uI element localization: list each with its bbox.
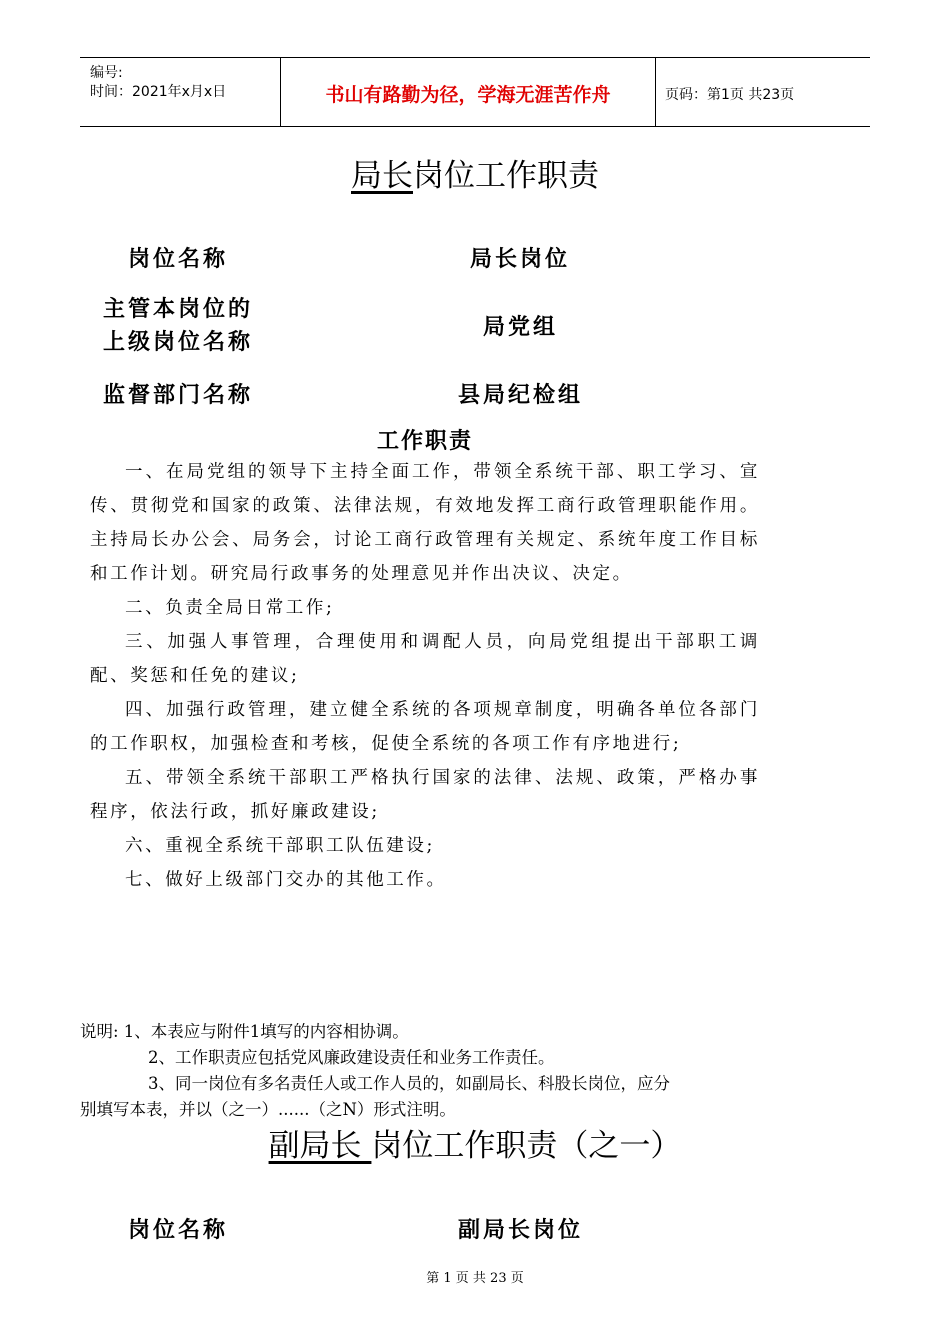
duty-item: 五、带领全系统干部职工严格执行国家的法律、法规、政策，严格办事程序，依法行政，抓好廉政建设; bbox=[90, 768, 760, 822]
section1-title-rest: 岗位工作职责 bbox=[413, 158, 599, 194]
field-oversight-label: 监督部门名称 bbox=[103, 382, 254, 408]
notes-block bbox=[80, 1019, 870, 1123]
document-number-label: 编号: bbox=[90, 65, 123, 81]
duty-item: 三、加强人事管理，合理使用和调配人员，向局党组提出干部职工调配、奖惩和任免的建议; bbox=[90, 632, 760, 686]
field-oversight-value: 县局纪检组 bbox=[458, 382, 584, 408]
section2-title-underlined: 副局长 bbox=[268, 1128, 372, 1164]
document-time-label: 时间：2021年x月x日 bbox=[90, 84, 227, 100]
field-supervisor-value: 局党组 bbox=[483, 314, 559, 340]
section1-title-underlined: 局长 bbox=[351, 158, 413, 194]
note-line: 2、工作职责应包括党风廉政建设责任和业务工作责任。 bbox=[148, 1048, 555, 1067]
duty-item: 七、做好上级部门交办的其他工作。 bbox=[125, 870, 447, 890]
header-motto-cell bbox=[280, 58, 656, 126]
section2-field-value: 副局长岗位 bbox=[458, 1217, 584, 1243]
page-footer: 第 1 页 共 23 页 bbox=[426, 1271, 524, 1286]
field-position-name-value: 局长岗位 bbox=[470, 246, 571, 272]
note-line: 3、同一岗位有多名责任人或工作人员的，如副局长、科股长岗位，应分 bbox=[148, 1074, 670, 1093]
duty-item: 二、负责全局日常工作; bbox=[125, 598, 335, 618]
note-line: 说明: 1、本表应与附件1填写的内容相协调。 bbox=[80, 1022, 409, 1041]
field-position-name-label: 岗位名称 bbox=[128, 246, 229, 272]
motto-text: 书山有路勤为径，学海无涯苦作舟 bbox=[325, 84, 611, 106]
duties-list bbox=[90, 455, 760, 897]
section2-title bbox=[0, 1120, 950, 1165]
duty-item: 六、重视全系统干部职工队伍建设; bbox=[125, 836, 435, 856]
duty-item: 四、加强行政管理，建立健全系统的各项规章制度，明确各单位各部门的工作职权，加强检查和考核，促使全系统的各项工作有序地进行; bbox=[90, 700, 760, 754]
section1-title bbox=[0, 150, 950, 195]
duty-item: 一、在局党组的领导下主持全面工作，带领全系统干部、职工学习、宣传、贯彻党和国家的政策、法律法规，有效地发挥工商行政管理职能作用。主持局长办公会、局务会，讨论工商行政管理有关规定、系统年度工作目标和工作计划。研究局行政事务的处理意见并作出决议、决定。 bbox=[90, 462, 760, 584]
field-supervisor-label-line1: 主管本岗位的 bbox=[103, 296, 254, 322]
page-header bbox=[80, 57, 870, 127]
header-page-cell bbox=[655, 58, 870, 126]
note-line: 别填写本表，并以（之一）......（之N）形式注明。 bbox=[80, 1100, 456, 1119]
page-info: 页码：第1页 共23页 bbox=[665, 87, 795, 103]
duties-heading: 工作职责 bbox=[376, 428, 473, 454]
field-supervisor-label-line2: 上级岗位名称 bbox=[103, 329, 254, 355]
header-info-cell bbox=[80, 58, 280, 126]
section2-field-label: 岗位名称 bbox=[128, 1217, 229, 1243]
section2-title-rest: 岗位工作职责（之一） bbox=[371, 1128, 682, 1164]
